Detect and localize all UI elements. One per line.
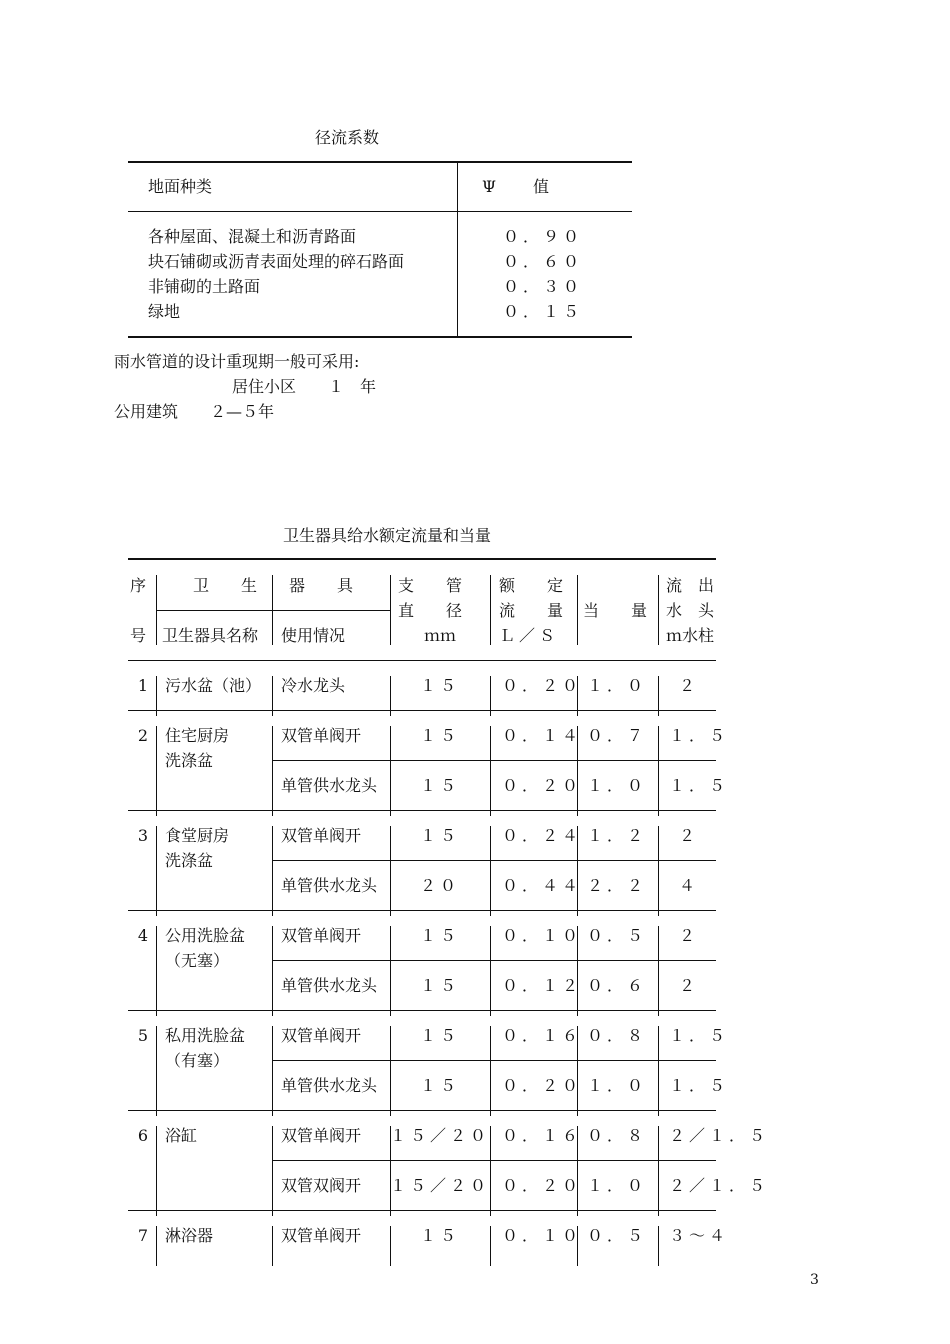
sub-row-rule [272, 1060, 716, 1061]
runoff-header-value: 值 [533, 177, 550, 196]
outlet-head-cell: ２ [678, 926, 695, 945]
column-divider [390, 1226, 391, 1266]
outlet-head-cell: １．５ [669, 1026, 730, 1045]
header-fixture-group: 卫 生 器 具 [192, 576, 353, 595]
runoff-row-type: 块石铺砌或沥青表面处理的碎石路面 [148, 252, 405, 271]
usage-cell: 单管供水龙头 [281, 1076, 378, 1095]
fixture-seq-number: 1 [137, 676, 148, 695]
column-divider [390, 1026, 391, 1116]
column-divider [577, 575, 578, 645]
rated-flow-cell: ０．２０ [502, 1176, 583, 1195]
pipe-diameter-cell: １５／２０ [390, 1176, 491, 1195]
equivalent-cell: ０．７ [587, 726, 648, 745]
group-rule [128, 810, 716, 811]
header-head-unit: ｍ水柱 [666, 626, 715, 645]
column-divider [272, 1026, 273, 1116]
usage-cell: 单管供水龙头 [281, 876, 378, 895]
column-divider [156, 826, 157, 916]
fixture-name: 食堂厨房 [165, 826, 230, 845]
fixture-name: 住宅厨房 [165, 726, 230, 745]
column-divider [490, 726, 491, 816]
header-fixture-subrule [156, 610, 390, 611]
pipe-diameter-cell: １５ [419, 676, 460, 695]
sub-row-rule [272, 960, 716, 961]
pipe-diameter-cell: １５ [419, 826, 460, 845]
equivalent-cell: ０．５ [587, 926, 648, 945]
runoff-header-rule [128, 211, 632, 212]
column-divider [490, 1226, 491, 1266]
fixture-name: 浴缸 [165, 1126, 198, 1145]
usage-cell: 单管供水龙头 [281, 776, 378, 795]
fixture-name: （无塞） [165, 951, 230, 970]
column-divider [272, 926, 273, 1016]
fixture-seq-number: 5 [137, 1026, 148, 1045]
column-divider [390, 926, 391, 1016]
equivalent-cell: １．２ [587, 826, 648, 845]
column-divider [490, 826, 491, 916]
usage-cell: 双管单阀开 [281, 1126, 362, 1145]
fixture-seq-number: 6 [137, 1126, 148, 1145]
header-bottom-rule [128, 660, 716, 661]
column-divider [156, 726, 157, 816]
equivalent-cell: １．０ [587, 676, 648, 695]
rated-flow-cell: ０．２０ [502, 1076, 583, 1095]
fixture-name: 污水盆（池） [165, 676, 262, 695]
column-divider [658, 1026, 659, 1116]
fixture-seq-number: 7 [137, 1226, 148, 1245]
equivalent-cell: ０．６ [587, 976, 648, 995]
sub-row-rule [272, 760, 716, 761]
outlet-head-cell: １．５ [669, 726, 730, 745]
column-divider [658, 1126, 659, 1216]
pipe-diameter-cell: １５ [419, 1026, 460, 1045]
column-divider [658, 926, 659, 1016]
column-divider [577, 826, 578, 916]
header-seq: 号 [130, 626, 147, 645]
usage-cell: 双管双阀开 [281, 1176, 362, 1195]
column-divider [272, 1126, 273, 1216]
runoff-row-value: ０．６０ [503, 252, 584, 271]
usage-cell: 单管供水龙头 [281, 976, 378, 995]
equivalent-cell: ０．８ [587, 1026, 648, 1045]
column-divider [658, 1226, 659, 1266]
column-divider [658, 826, 659, 916]
rated-flow-cell: ０．４４ [502, 876, 583, 895]
runoff-header-surface: 地面种类 [148, 177, 213, 196]
rated-flow-cell: ０．１０ [502, 926, 583, 945]
column-divider [658, 726, 659, 816]
column-divider [490, 575, 491, 645]
outlet-head-cell: １．５ [669, 776, 730, 795]
rated-flow-cell: ０．１２ [502, 976, 583, 995]
header-pipe-diameter: 支 管 [398, 576, 463, 595]
pipe-diameter-cell: １５ [419, 976, 460, 995]
return-period-intro: 雨水管道的设计重现期一般可采用: [114, 352, 360, 371]
column-divider [490, 1026, 491, 1116]
column-divider [577, 726, 578, 816]
runoff-top-rule [128, 161, 632, 163]
runoff-row-type: 各种屋面、混凝土和沥青路面 [148, 227, 357, 246]
group-rule [128, 710, 716, 711]
header-equivalent: 当 量 [583, 601, 648, 620]
column-divider [658, 575, 659, 645]
runoff-header-psi: Ψ [482, 177, 497, 196]
header-pipe-unit: ｍｍ [423, 626, 456, 645]
rated-flow-cell: ０．２４ [502, 826, 583, 845]
return-period-public: 公用建筑 ２—５年 [114, 402, 275, 421]
column-divider [272, 1226, 273, 1266]
pipe-diameter-cell: １５ [419, 1076, 460, 1095]
header-pipe-diameter: 直 径 [398, 601, 463, 620]
group-rule [128, 1210, 716, 1211]
fixture-name: 私用洗脸盆 [165, 1026, 246, 1045]
usage-cell: 双管单阀开 [281, 1226, 362, 1245]
group-rule [128, 1010, 716, 1011]
column-divider [272, 826, 273, 916]
equivalent-cell: １．０ [587, 776, 648, 795]
runoff-row-type: 绿地 [148, 302, 181, 321]
outlet-head-cell: ３～４ [669, 1226, 730, 1245]
header-fixture-name: 卫生器具名称 [162, 626, 259, 645]
runoff-row-type: 非铺砌的土路面 [148, 277, 261, 296]
rated-flow-cell: ０．２０ [502, 676, 583, 695]
usage-cell: 双管单阀开 [281, 926, 362, 945]
runoff-bottom-rule [128, 336, 632, 338]
fixture-name: 洗涤盆 [165, 851, 214, 870]
equivalent-cell: １．０ [587, 1076, 648, 1095]
column-divider [156, 1226, 157, 1266]
sub-row-rule [272, 860, 716, 861]
pipe-diameter-cell: １５／２０ [390, 1126, 491, 1145]
rated-flow-cell: ０．１４ [502, 726, 583, 745]
equivalent-cell: ０．８ [587, 1126, 648, 1145]
page-number: 3 [810, 1272, 819, 1288]
column-divider [577, 1126, 578, 1216]
header-rated-flow: 流 量 [499, 601, 564, 620]
header-seq: 序 [130, 576, 147, 595]
column-divider [156, 926, 157, 1016]
usage-cell: 双管单阀开 [281, 826, 362, 845]
group-rule [128, 910, 716, 911]
rated-flow-cell: ０．１０ [502, 1226, 583, 1245]
pipe-diameter-cell: ２０ [419, 876, 460, 895]
pipe-diameter-cell: １５ [419, 726, 460, 745]
rated-flow-cell: ０．２０ [502, 776, 583, 795]
header-flow-unit: Ｌ／Ｓ [499, 626, 560, 645]
runoff-column-divider [457, 163, 458, 337]
column-divider [577, 1226, 578, 1266]
header-outlet-head: 水 头 [666, 601, 715, 620]
runoff-row-value: ０．３０ [503, 277, 584, 296]
column-divider [577, 926, 578, 1016]
column-divider [156, 1026, 157, 1116]
sub-row-rule [272, 1160, 716, 1161]
group-rule [128, 1110, 716, 1111]
rated-flow-cell: ０．１６ [502, 1026, 583, 1045]
header-outlet-head: 流 出 [666, 576, 715, 595]
runoff-row-value: ０．１５ [503, 302, 584, 321]
pipe-diameter-cell: １５ [419, 926, 460, 945]
fixture-name: 公用洗脸盆 [165, 926, 246, 945]
runoff-table-title: 径流系数 [315, 128, 380, 147]
fixture-top-rule [128, 558, 716, 560]
fixture-seq-number: 4 [137, 926, 148, 945]
column-divider [272, 726, 273, 816]
return-period-residential: 居住小区 １ 年 [232, 377, 377, 396]
outlet-head-cell: ２ [678, 826, 695, 845]
outlet-head-cell: ２ [678, 676, 695, 695]
fixture-name: 洗涤盆 [165, 751, 214, 770]
outlet-head-cell: ２／１．５ [669, 1126, 770, 1145]
fixture-table-title: 卫生器具给水额定流量和当量 [283, 526, 492, 545]
runoff-row-value: ０．９０ [503, 227, 584, 246]
equivalent-cell: １．０ [587, 1176, 648, 1195]
column-divider [390, 726, 391, 816]
header-rated-flow: 额 定 [499, 576, 564, 595]
fixture-name: 淋浴器 [165, 1226, 214, 1245]
column-divider [577, 1026, 578, 1116]
outlet-head-cell: ２／１．５ [669, 1176, 770, 1195]
column-divider [156, 1126, 157, 1216]
usage-cell: 冷水龙头 [281, 676, 346, 695]
pipe-diameter-cell: １５ [419, 1226, 460, 1245]
outlet-head-cell: ４ [678, 876, 695, 895]
header-usage: 使用情况 [281, 626, 346, 645]
fixture-name: （有塞） [165, 1051, 230, 1070]
pipe-diameter-cell: １５ [419, 776, 460, 795]
equivalent-cell: ０．５ [587, 1226, 648, 1245]
fixture-seq-number: 3 [137, 826, 148, 845]
column-divider [490, 926, 491, 1016]
column-divider [390, 1126, 391, 1216]
column-divider [390, 826, 391, 916]
usage-cell: 双管单阀开 [281, 726, 362, 745]
outlet-head-cell: ２ [678, 976, 695, 995]
fixture-seq-number: 2 [137, 726, 148, 745]
equivalent-cell: ２．２ [587, 876, 648, 895]
usage-cell: 双管单阀开 [281, 1026, 362, 1045]
rated-flow-cell: ０．１６ [502, 1126, 583, 1145]
column-divider [490, 1126, 491, 1216]
outlet-head-cell: １．５ [669, 1076, 730, 1095]
